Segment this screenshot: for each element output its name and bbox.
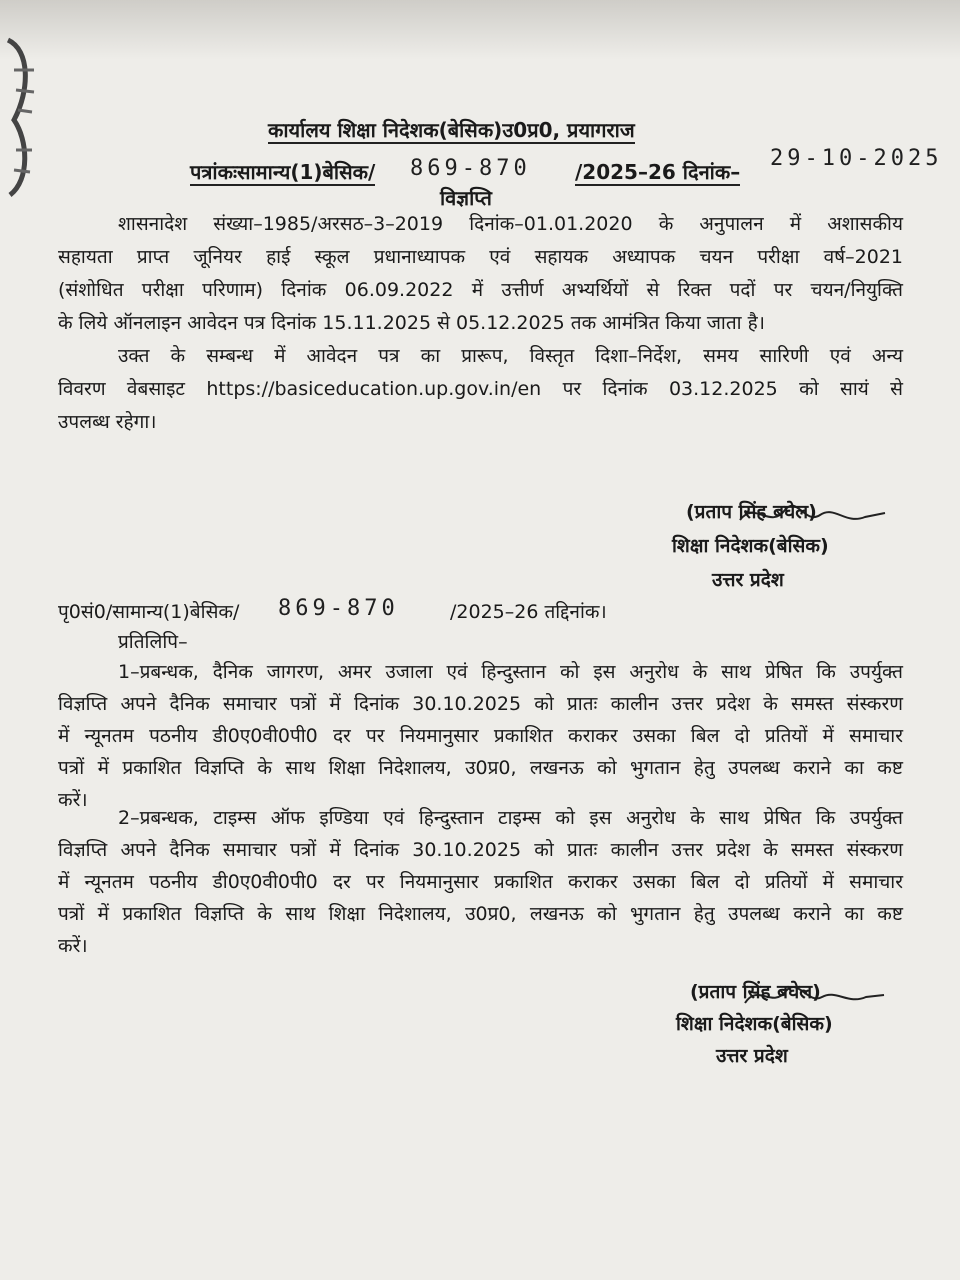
signatory-name: (प्रताप सिंह बघेल) xyxy=(690,981,821,1003)
para1-line: (संशोधित परीक्षा परिणाम) दिनांक 06.09.2022 में उत्तीर्ण अभ्यर्थियों से रिक्त पदों पर चयन/नियुक्ति xyxy=(58,279,903,301)
item1-line: में न्यूनतम पठनीय डी0ए0वी0पी0 दर पर नियमानुसार प्रकाशित कराकर उसका बिल दो प्रतियों में समाचार xyxy=(58,725,903,747)
signatory-designation: शिक्षा निदेशक(बेसिक) xyxy=(676,1013,833,1035)
item2-line: करें। xyxy=(58,935,88,957)
para2-line: विवरण वेबसाइट https://basiceducation.up.gov.in/en पर दिनांक 03.12.2025 को सायं से xyxy=(58,378,903,400)
endorsement-ref-prefix: पृ0सं0/सामान्य(1)बेसिक/ xyxy=(58,601,240,623)
ref-prefix: पत्रांकःसामान्य(1)बेसिक/ xyxy=(190,160,376,184)
signatory-name: (प्रताप सिंह बघेल) xyxy=(686,501,817,523)
ref-number-handwritten: 869-870 xyxy=(410,156,531,181)
endorsement-ref-suffix: /2025–26 तद्दिनांक। xyxy=(450,601,607,623)
para1-line: शासनादेश संख्या–1985/अरसठ–3–2019 दिनांक–01.01.2020 के अनुपालन में अशासकीय xyxy=(118,213,903,235)
ref-year: /2025–26 दिनांक– xyxy=(575,160,741,184)
item1-line: 1–प्रबन्धक, दैनिक जागरण, अमर उजाला एवं हिन्दुस्तान को इस अनुरोध के साथ प्रेषित कि उपर्युक्त xyxy=(118,661,903,683)
signatory-designation: शिक्षा निदेशक(बेसिक) xyxy=(672,535,829,557)
item2-line: विज्ञप्ति अपने दैनिक समाचार पत्रों में दिनांक 30.10.2025 को प्रातः कालीन उत्तर प्रदेश के समस्त संस्करण xyxy=(58,839,903,861)
copy-label: प्रतिलिपि– xyxy=(118,631,188,653)
item1-line: करें। xyxy=(58,789,88,811)
endorsement-ref-number: 869-870 xyxy=(278,596,399,621)
photo-shadow xyxy=(0,0,960,60)
para2-line: उपलब्ध रहेगा। xyxy=(58,411,157,433)
para1-line: के लिये ऑनलाइन आवेदन पत्र दिनांक 15.11.2025 से 05.12.2025 तक आमंत्रित किया जाता है। xyxy=(58,312,765,334)
notice-title: विज्ञप्ति xyxy=(440,186,492,210)
para2-line: उक्त के सम्बन्ध में आवेदन पत्र का प्रारूप, विस्तृत दिशा–निर्देश, समय सारिणी एवं अन्य xyxy=(118,345,903,367)
item2-line: 2–प्रबन्धक, टाइम्स ऑफ इण्डिया एवं हिन्दुस्तान टाइम्स को इस अनुरोध के साथ प्रेषित कि उपर्युक्त xyxy=(118,807,903,829)
item2-line: में न्यूनतम पठनीय डी0ए0वी0पी0 दर पर नियमानुसार प्रकाशित कराकर उसका बिल दो प्रतियों में समाचार xyxy=(58,871,903,893)
signatory-state: उत्तर प्रदेश xyxy=(712,569,784,591)
binding-clip-icon xyxy=(0,30,44,200)
office-heading: कार्यालय शिक्षा निदेशक(बेसिक)उ0प्र0, प्रयागराज xyxy=(268,118,635,142)
para1-line: सहायता प्राप्त जूनियर हाई स्कूल प्रधानाध्यापक एवं सहायक अध्यापक चयन परीक्षा वर्ष–2021 xyxy=(58,246,903,268)
item1-line: विज्ञप्ति अपने दैनिक समाचार पत्रों में दिनांक 30.10.2025 को प्रातः कालीन उत्तर प्रदेश के समस्त संस्करण xyxy=(58,693,903,715)
item2-line: पत्रों में प्रकाशित विज्ञप्ति के साथ शिक्षा निदेशालय, उ0प्र0, लखनऊ को भुगतान हेतु उपलब्ध कराने का कष्ट xyxy=(58,903,903,925)
signatory-state: उत्तर प्रदेश xyxy=(716,1045,788,1067)
date-handwritten: 29-10-2025 xyxy=(770,146,943,171)
item1-line: पत्रों में प्रकाशित विज्ञप्ति के साथ शिक्षा निदेशालय, उ0प्र0, लखनऊ को भुगतान हेतु उपलब्ध कराने का कष्ट xyxy=(58,757,903,779)
